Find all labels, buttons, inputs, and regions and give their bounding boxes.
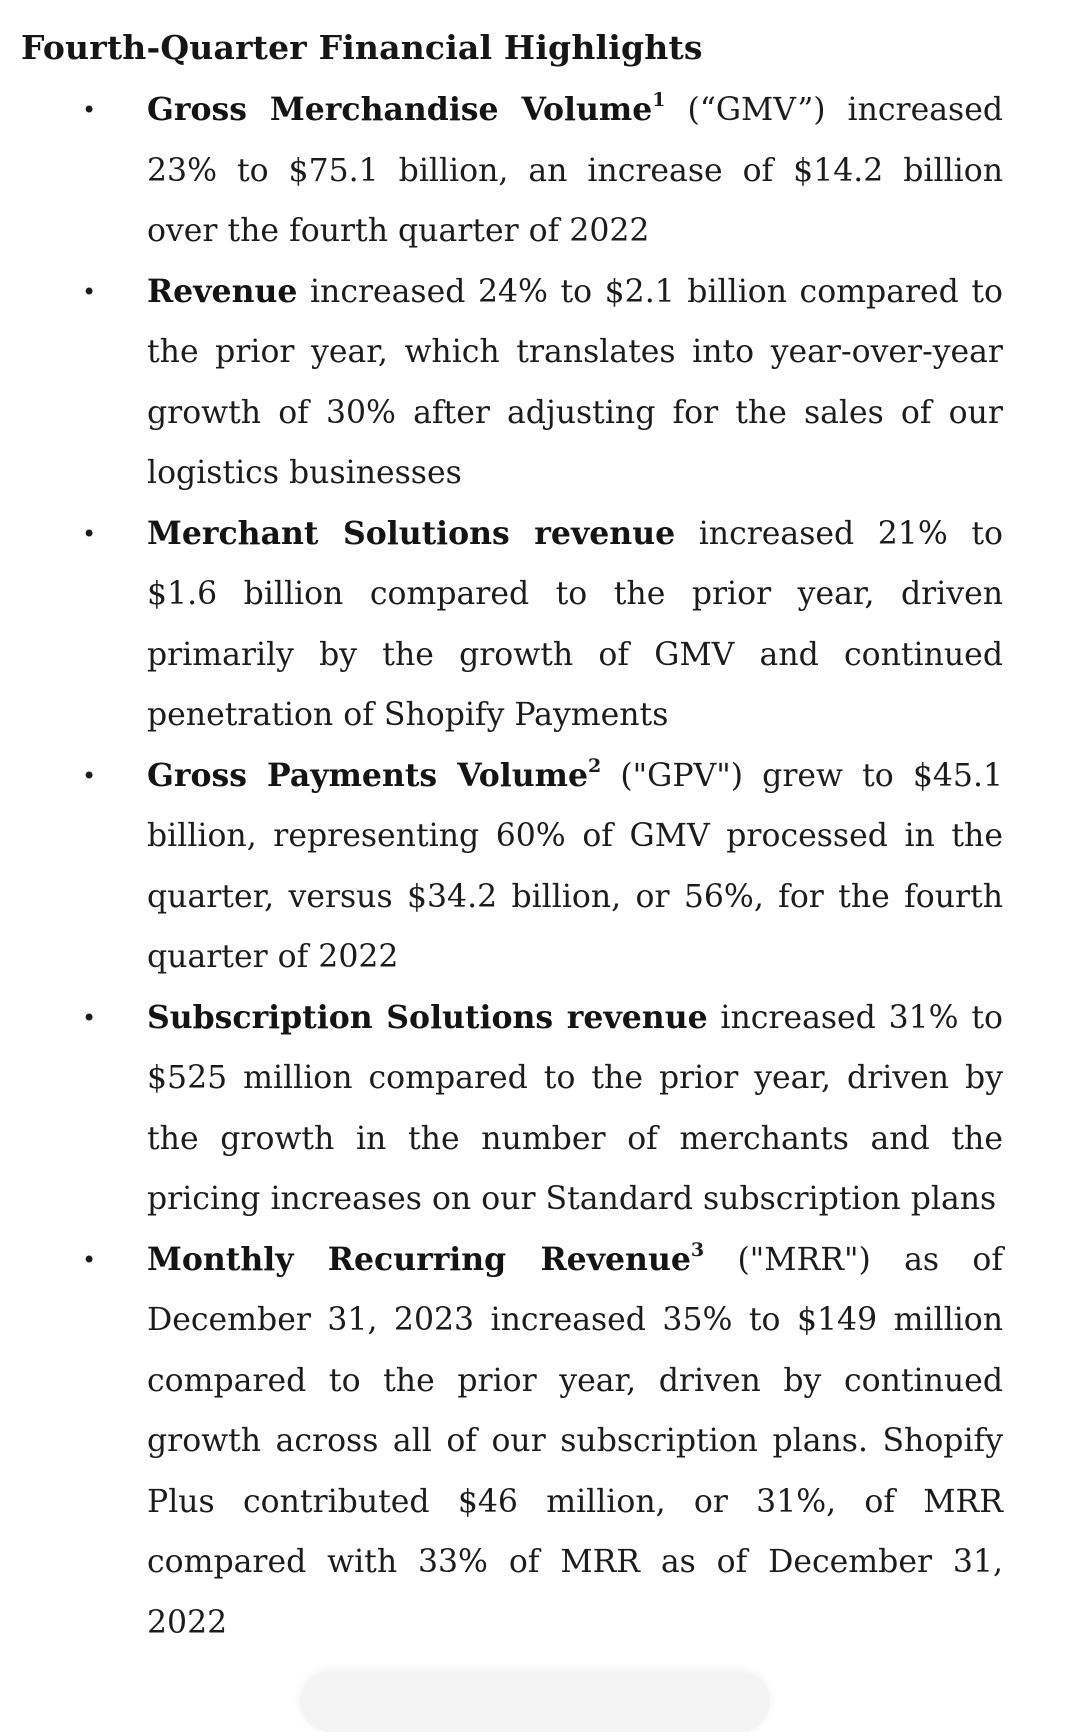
bullet-icon: •: [82, 761, 97, 790]
highlight-item-subscription-solutions: [0, 988, 1003, 1230]
highlight-term: Revenue: [147, 272, 298, 310]
highlights-list: [0, 80, 1080, 1653]
highlight-term: Gross Payments Volume: [147, 756, 589, 794]
bullet-icon: •: [82, 519, 97, 548]
highlight-item-gpv: [0, 746, 1003, 988]
highlight-text: (“GMV”) increased 23% to $75.1 billion, an increase of $14.2 billion over the fourth quarter of 2022: [147, 92, 1003, 249]
highlight-term: Gross Merchandise Volume: [147, 91, 653, 128]
bullet-icon: •: [82, 1245, 97, 1274]
highlight-text: increased 21% to $1.6 billion compared to the prior year, driven primarily by the growth of GMV and continued penetration of Shopify Payments: [147, 515, 1003, 733]
bullet-icon: •: [82, 96, 97, 124]
footnote-marker[interactable]: 1: [652, 88, 666, 111]
section-heading: Fourth-Quarter Financial Highlights: [21, 28, 703, 67]
highlight-term: Subscription Solutions revenue: [147, 998, 708, 1036]
highlight-term: Merchant Solutions revenue: [147, 514, 676, 552]
highlight-item-gmv: [0, 80, 1003, 262]
bullet-icon: •: [82, 1003, 97, 1032]
highlight-text: increased 24% to $2.1 billion compared to the prior year, which translates into year-over-year growth of 30% after adjusting for the sales of our logistics businesses: [147, 273, 1003, 491]
highlight-text: increased 31% to $525 million compared to the prior year, driven by the growth in the number of merchants and the pricing increases on our Standard subscription plans: [147, 999, 1003, 1217]
bottom-toolbar[interactable]: [300, 1672, 770, 1732]
highlight-text: ("GPV") grew to $45.1 billion, representing 60% of GMV processed in the quarter, versus $34.2 billion, or 56%, for the fourth quarter of 2022: [147, 757, 1004, 975]
bullet-icon: •: [82, 277, 97, 306]
footnote-marker[interactable]: 3: [690, 1238, 705, 1261]
highlight-text: ("MRR") as of December 31, 2023 increased 35% to $149 million compared to the prior year, driven by continued growth across all of our subscription plans. Shopify Plus contributed $46 million, or 31%, of MRR compared with 33% of MRR as of December 31, 2022: [147, 1241, 1003, 1641]
highlight-item-revenue: [0, 262, 1003, 504]
highlight-item-mrr: [0, 1230, 1003, 1654]
footnote-marker[interactable]: 2: [588, 754, 602, 777]
highlight-item-merchant-solutions: [0, 504, 1003, 746]
highlight-term: Monthly Recurring Revenue: [147, 1240, 691, 1278]
